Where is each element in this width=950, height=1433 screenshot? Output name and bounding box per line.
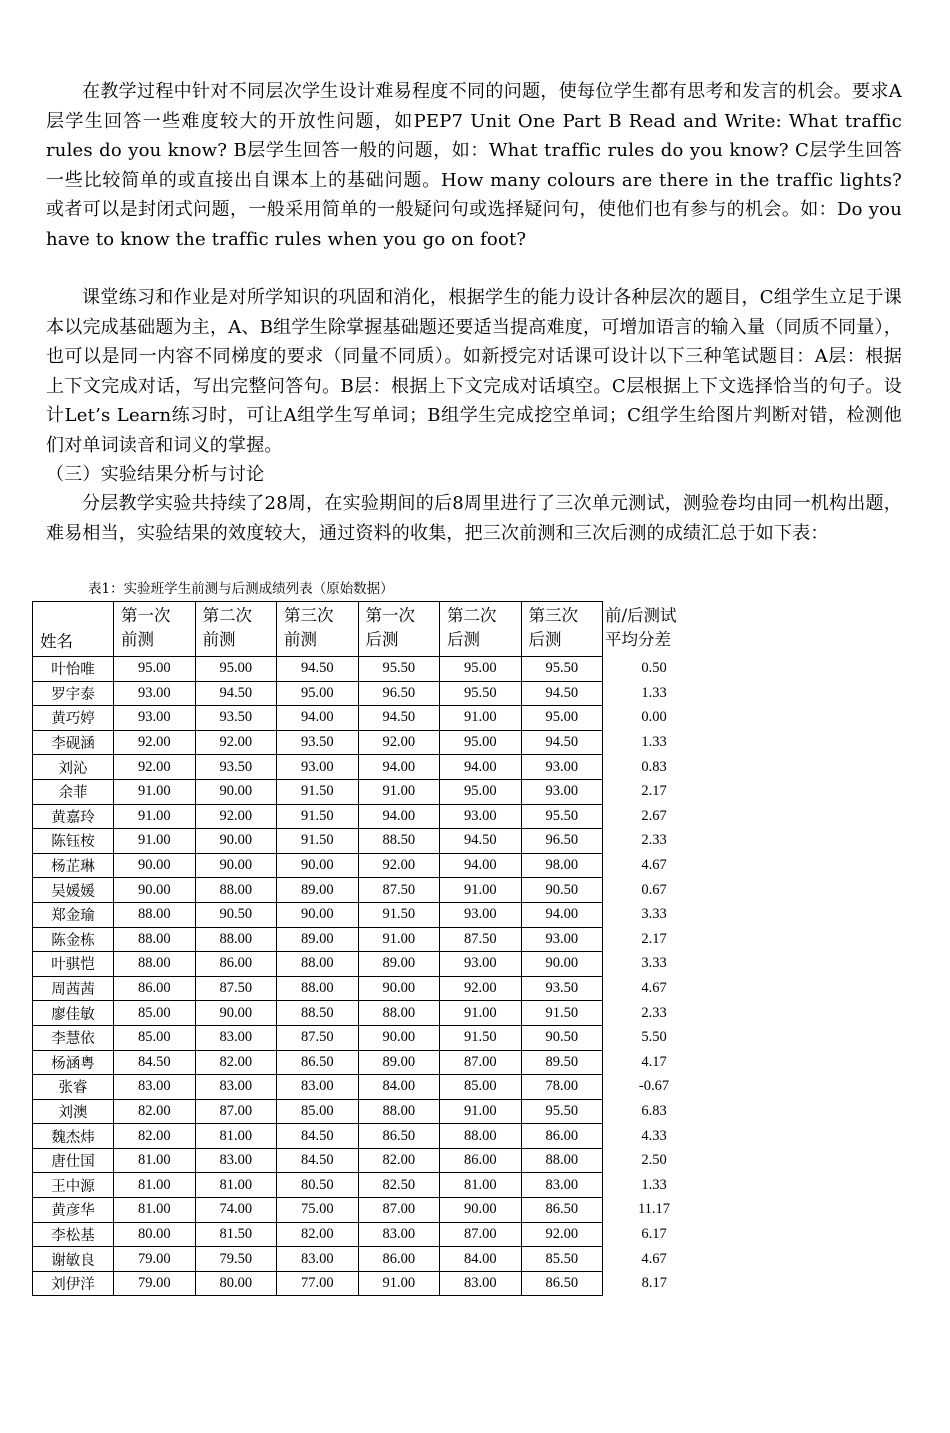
student-name: 刘沁 (33, 755, 114, 780)
pre-test-1-score: 86.00 (114, 976, 196, 1001)
table-row (33, 681, 706, 706)
average-diff: 4.33 (641, 1127, 667, 1144)
table-row (33, 779, 706, 804)
table-row (33, 706, 706, 731)
post-test-3-score: 93.00 (521, 927, 603, 952)
pre-test-3-score: 75.00 (277, 1198, 359, 1223)
header-line2: 前测 (121, 630, 154, 649)
post-test-2-score: 87.00 (440, 1050, 522, 1075)
header-name (33, 602, 114, 657)
student-name: 李松基 (33, 1222, 114, 1247)
post-test-1-score: 94.00 (358, 755, 440, 780)
pre-test-3-score: 87.50 (277, 1025, 359, 1050)
pre-test-1-score: 93.00 (114, 706, 196, 731)
post-test-3-score: 98.00 (521, 853, 603, 878)
student-name: 陈钰桉 (33, 829, 114, 854)
pre-test-3-score: 88.00 (277, 976, 359, 1001)
post-test-3-score: 90.00 (521, 952, 603, 977)
pre-test-3-score: 94.00 (277, 706, 359, 731)
post-test-1-score: 84.00 (358, 1075, 440, 1100)
pre-test-2-score: 74.00 (195, 1198, 277, 1223)
post-test-3-score: 93.50 (521, 976, 603, 1001)
pre-test-2-score: 90.00 (195, 779, 277, 804)
pre-test-2-score: 79.50 (195, 1247, 277, 1272)
pre-test-2-score: 82.00 (195, 1050, 277, 1075)
post-test-3-score: 95.50 (521, 1099, 603, 1124)
post-test-3-score: 91.50 (521, 1001, 603, 1026)
header-post-test-1 (358, 602, 440, 657)
post-test-2-score: 93.00 (440, 952, 522, 977)
post-test-1-score: 94.50 (358, 706, 440, 731)
pre-test-3-score: 77.00 (277, 1271, 359, 1296)
pre-test-1-score: 80.00 (114, 1222, 196, 1247)
post-test-2-score: 95.00 (440, 657, 522, 682)
average-diff: -0.67 (638, 1078, 670, 1095)
pre-test-3-score: 94.50 (277, 657, 359, 682)
header-line2: 后测 (447, 630, 480, 649)
pre-test-3-score: 80.50 (277, 1173, 359, 1198)
post-test-1-score: 91.00 (358, 779, 440, 804)
pre-test-2-score: 86.00 (195, 952, 277, 977)
student-name: 郑金瑜 (33, 902, 114, 927)
post-test-2-score: 95.00 (440, 779, 522, 804)
header-pre-test-3 (277, 602, 359, 657)
student-name: 廖佳敏 (33, 1001, 114, 1026)
post-test-2-score: 85.00 (440, 1075, 522, 1100)
post-test-2-score: 84.00 (440, 1247, 522, 1272)
table-row (33, 829, 706, 854)
pre-test-3-score: 91.50 (277, 779, 359, 804)
table-row (33, 1271, 706, 1296)
pre-test-2-score: 88.00 (195, 927, 277, 952)
student-name: 杨芷琳 (33, 853, 114, 878)
average-diff: 4.17 (641, 1053, 667, 1070)
student-name: 黄嘉玲 (33, 804, 114, 829)
post-test-3-score: 90.50 (521, 878, 603, 903)
student-name: 黄巧婷 (33, 706, 114, 731)
student-name: 余菲 (33, 779, 114, 804)
post-test-2-score: 94.50 (440, 829, 522, 854)
header-line2: 后测 (528, 630, 562, 649)
average-diff: 0.00 (641, 709, 667, 726)
pre-test-1-score: 91.00 (114, 804, 196, 829)
post-test-3-score: 88.00 (521, 1148, 603, 1173)
post-test-3-score: 94.50 (521, 681, 603, 706)
paragraph-exercises-homework: 课堂练习和作业是对所学知识的巩固和消化，根据学生的能力设计各种层次的题目，C组学生立足于课本以完成基础题为主，A、B组学生除掌握基础题还要适当提高难度，可增加语言的输入量（同质不同量），也可以是同一内容不同梯度的要求（同量不同质）。如新授完对话课可设计以下三种笔试题目：A层：根据上下文完成对话，写出完整问答句。B层：根据上下文完成对话填空。C层根据上下文选择恰当的句子。设计Let’s Learn练习时，可让A组学生写单词；B组学生完成挖空单词；C组学生给图片判断对错，检测他们对单词读音和词义的掌握。 (46, 287, 902, 456)
table-row (33, 1025, 706, 1050)
pre-test-2-score: 87.50 (195, 976, 277, 1001)
header-pre-test-2 (195, 602, 277, 657)
pre-test-1-score: 83.00 (114, 1075, 196, 1100)
average-diff: 1.33 (641, 684, 667, 701)
table-caption: 表1：实验班学生前测与后测成绩列表（原始数据） (88, 581, 394, 597)
pre-test-2-score: 90.00 (195, 829, 277, 854)
table-row (33, 1075, 706, 1100)
post-test-3-score: 92.00 (521, 1222, 603, 1247)
post-test-2-score: 91.50 (440, 1025, 522, 1050)
paragraph-layered-questions: 在教学过程中针对不同层次学生设计难易程度不同的问题，使每位学生都有思考和发言的机会。要求A层学生回答一些难度较大的开放性问题，如PEP7 Unit One Part B Read and Write: What traffic rules do you know? B层学生回答一般的问题，如：What traffic rules do you know? C层学生回答一些比较简单的或直接出自课本上的基础问题。How many colours are there in the traffic lights? 或者可以是封闭式问题，一般采用简单的一般疑问句或选择疑问句，使他们也有参与的机会。如：Do you have to know the traffic rules when you go on foot? (46, 81, 902, 250)
pre-test-3-score: 91.50 (277, 829, 359, 854)
post-test-3-score: 83.00 (521, 1173, 603, 1198)
student-name: 谢敏良 (33, 1247, 114, 1272)
pre-test-3-score: 90.00 (277, 902, 359, 927)
student-name: 黄彦华 (33, 1198, 114, 1223)
pre-test-3-score: 83.00 (277, 1247, 359, 1272)
average-diff: 1.33 (641, 734, 667, 751)
table-row (33, 927, 706, 952)
section-heading: （三）实验结果分析与讨论 (46, 464, 265, 485)
student-name: 刘伊洋 (33, 1271, 114, 1296)
post-test-2-score: 91.00 (440, 1099, 522, 1124)
post-test-1-score: 88.00 (358, 1001, 440, 1026)
pre-test-1-score: 92.00 (114, 730, 196, 755)
pre-test-2-score: 93.50 (195, 706, 277, 731)
header-line1: 第二次 (202, 606, 252, 625)
student-name: 唐仕国 (33, 1148, 114, 1173)
post-test-3-score: 90.50 (521, 1025, 603, 1050)
average-diff: 2.17 (641, 783, 667, 800)
table-row (33, 1050, 706, 1075)
header-line1: 第三次 (528, 606, 578, 625)
average-diff: 1.33 (641, 1176, 667, 1193)
student-name: 吴媛媛 (33, 878, 114, 903)
post-test-1-score: 82.00 (358, 1148, 440, 1173)
student-name: 李慧依 (33, 1025, 114, 1050)
post-test-1-score: 88.00 (358, 1099, 440, 1124)
average-diff: 4.67 (641, 980, 667, 997)
pre-test-1-score: 93.00 (114, 681, 196, 706)
student-name: 叶骐恺 (33, 952, 114, 977)
table-row (33, 1001, 706, 1026)
average-diff: 2.17 (641, 930, 667, 947)
pre-test-1-score: 90.00 (114, 878, 196, 903)
post-test-2-score: 86.00 (440, 1148, 522, 1173)
table-row (33, 755, 706, 780)
post-test-3-score: 95.50 (521, 804, 603, 829)
post-test-1-score: 91.00 (358, 927, 440, 952)
table-row (33, 853, 706, 878)
paragraph-experiment-results: 分层教学实验共持续了28周，在实验期间的后8周里进行了三次单元测试，测验卷均由同一机构出题，难易相当，实验结果的效度较大，通过资料的收集，把三次前测和三次后测的成绩汇总于如下表： (46, 493, 902, 544)
post-test-1-score: 95.50 (358, 657, 440, 682)
post-test-3-score: 89.50 (521, 1050, 603, 1075)
pre-test-1-score: 90.00 (114, 853, 196, 878)
post-test-2-score: 91.00 (440, 878, 522, 903)
student-name: 张睿 (33, 1075, 114, 1100)
pre-test-3-score: 88.50 (277, 1001, 359, 1026)
pre-test-1-score: 85.00 (114, 1025, 196, 1050)
average-diff: 8.17 (641, 1275, 667, 1292)
post-test-1-score: 86.00 (358, 1247, 440, 1272)
average-diff: 5.50 (641, 1029, 667, 1046)
pre-test-3-score: 91.50 (277, 804, 359, 829)
average-diff: 6.83 (641, 1102, 667, 1119)
average-diff: 2.33 (641, 832, 667, 849)
pre-test-2-score: 93.50 (195, 755, 277, 780)
score-table (32, 601, 706, 1296)
pre-test-1-score: 92.00 (114, 755, 196, 780)
post-test-3-score: 94.00 (521, 902, 603, 927)
table-row (33, 657, 706, 682)
pre-test-1-score: 91.00 (114, 829, 196, 854)
average-diff: 4.67 (641, 857, 667, 874)
student-name: 陈金栋 (33, 927, 114, 952)
pre-test-2-score: 88.00 (195, 878, 277, 903)
post-test-1-score: 88.50 (358, 829, 440, 854)
header-name-text: 姓名 (40, 632, 73, 651)
post-test-2-score: 93.00 (440, 804, 522, 829)
table-row (33, 1222, 706, 1247)
student-name: 李砚涵 (33, 730, 114, 755)
student-name: 罗宇泰 (33, 681, 114, 706)
average-diff: 2.50 (641, 1152, 667, 1169)
pre-test-1-score: 79.00 (114, 1271, 196, 1296)
pre-test-2-score: 83.00 (195, 1025, 277, 1050)
pre-test-3-score: 84.50 (277, 1148, 359, 1173)
pre-test-2-score: 90.50 (195, 902, 277, 927)
pre-test-3-score: 90.00 (277, 853, 359, 878)
post-test-1-score: 92.00 (358, 853, 440, 878)
student-name: 王中源 (33, 1173, 114, 1198)
average-diff: 2.33 (641, 1004, 667, 1021)
post-test-2-score: 88.00 (440, 1124, 522, 1149)
pre-test-1-score: 88.00 (114, 902, 196, 927)
pre-test-2-score: 81.00 (195, 1173, 277, 1198)
header-line2: 前测 (284, 630, 317, 649)
pre-test-2-score: 92.00 (195, 730, 277, 755)
post-test-3-score: 86.50 (521, 1198, 603, 1223)
table-row (33, 1124, 706, 1149)
average-diff: 2.67 (641, 807, 667, 824)
header-line2: 平均分差 (605, 629, 671, 649)
header-line1: 第一次 (121, 606, 171, 625)
table-row (33, 804, 706, 829)
pre-test-1-score: 88.00 (114, 952, 196, 977)
header-line1: 第一次 (365, 606, 415, 625)
pre-test-2-score: 81.00 (195, 1124, 277, 1149)
pre-test-2-score: 90.00 (195, 1001, 277, 1026)
post-test-3-score: 95.50 (521, 657, 603, 682)
student-name: 魏杰炜 (33, 1124, 114, 1149)
post-test-1-score: 83.00 (358, 1222, 440, 1247)
pre-test-3-score: 89.00 (277, 878, 359, 903)
table-row (33, 878, 706, 903)
pre-test-1-score: 81.00 (114, 1173, 196, 1198)
post-test-1-score: 86.50 (358, 1124, 440, 1149)
pre-test-1-score: 81.00 (114, 1198, 196, 1223)
pre-test-2-score: 94.50 (195, 681, 277, 706)
post-test-3-score: 86.50 (521, 1271, 603, 1296)
student-name: 叶怡唯 (33, 657, 114, 682)
post-test-2-score: 91.00 (440, 1001, 522, 1026)
post-test-2-score: 87.00 (440, 1222, 522, 1247)
post-test-1-score: 89.00 (358, 1050, 440, 1075)
table-row (33, 730, 706, 755)
table-row (33, 1198, 706, 1223)
average-diff: 3.33 (641, 955, 667, 972)
post-test-3-score: 93.00 (521, 755, 603, 780)
post-test-3-score: 93.00 (521, 779, 603, 804)
average-diff: 3.33 (641, 906, 667, 923)
post-test-2-score: 95.50 (440, 681, 522, 706)
student-name: 周茜茜 (33, 976, 114, 1001)
pre-test-1-score: 79.00 (114, 1247, 196, 1272)
student-name: 杨涵粤 (33, 1050, 114, 1075)
pre-test-3-score: 93.00 (277, 755, 359, 780)
pre-test-3-score: 83.00 (277, 1075, 359, 1100)
post-test-2-score: 95.00 (440, 730, 522, 755)
post-test-3-score: 78.00 (521, 1075, 603, 1100)
pre-test-2-score: 83.00 (195, 1148, 277, 1173)
pre-test-2-score: 80.00 (195, 1271, 277, 1296)
pre-test-2-score: 95.00 (195, 657, 277, 682)
post-test-1-score: 92.00 (358, 730, 440, 755)
table-row (33, 1247, 706, 1272)
post-test-3-score: 95.00 (521, 706, 603, 731)
pre-test-1-score: 81.00 (114, 1148, 196, 1173)
pre-test-1-score: 85.00 (114, 1001, 196, 1026)
post-test-1-score: 82.50 (358, 1173, 440, 1198)
post-test-1-score: 90.00 (358, 1025, 440, 1050)
table-row (33, 952, 706, 977)
header-line1: 第二次 (447, 606, 497, 625)
post-test-2-score: 93.00 (440, 902, 522, 927)
average-diff: 4.67 (641, 1250, 667, 1267)
student-name: 刘澳 (33, 1099, 114, 1124)
post-test-3-score: 96.50 (521, 829, 603, 854)
post-test-3-score: 94.50 (521, 730, 603, 755)
header-pre-test-1 (114, 602, 196, 657)
header-line1: 前/后测试 (605, 605, 677, 625)
average-diff: 6.17 (641, 1225, 667, 1242)
pre-test-3-score: 95.00 (277, 681, 359, 706)
pre-test-1-score: 82.00 (114, 1099, 196, 1124)
pre-test-3-score: 93.50 (277, 730, 359, 755)
post-test-2-score: 83.00 (440, 1271, 522, 1296)
pre-test-2-score: 90.00 (195, 853, 277, 878)
pre-test-3-score: 89.00 (277, 927, 359, 952)
average-diff: 0.67 (641, 881, 667, 898)
post-test-1-score: 91.00 (358, 1271, 440, 1296)
post-test-2-score: 91.00 (440, 706, 522, 731)
table-body (33, 657, 706, 1296)
pre-test-1-score: 82.00 (114, 1124, 196, 1149)
post-test-3-score: 86.00 (521, 1124, 603, 1149)
post-test-1-score: 89.00 (358, 952, 440, 977)
header-post-test-3 (521, 602, 603, 657)
average-diff: 0.50 (641, 660, 667, 677)
post-test-2-score: 92.00 (440, 976, 522, 1001)
pre-test-2-score: 83.00 (195, 1075, 277, 1100)
pre-test-2-score: 81.50 (195, 1222, 277, 1247)
pre-test-3-score: 85.00 (277, 1099, 359, 1124)
header-post-test-2 (440, 602, 522, 657)
table-row (33, 1148, 706, 1173)
table-row (33, 976, 706, 1001)
table-row (33, 1099, 706, 1124)
post-test-1-score: 94.00 (358, 804, 440, 829)
pre-test-2-score: 92.00 (195, 804, 277, 829)
post-test-2-score: 94.00 (440, 853, 522, 878)
post-test-1-score: 91.50 (358, 902, 440, 927)
pre-test-3-score: 82.00 (277, 1222, 359, 1247)
pre-test-3-score: 84.50 (277, 1124, 359, 1149)
pre-test-2-score: 87.00 (195, 1099, 277, 1124)
header-line2: 前测 (202, 630, 236, 649)
pre-test-3-score: 86.50 (277, 1050, 359, 1075)
header-line1: 第三次 (284, 606, 334, 625)
post-test-2-score: 81.00 (440, 1173, 522, 1198)
pre-test-3-score: 88.00 (277, 952, 359, 977)
post-test-1-score: 87.00 (358, 1198, 440, 1223)
average-diff: 11.17 (637, 1201, 671, 1218)
pre-test-1-score: 88.00 (114, 927, 196, 952)
pre-test-1-score: 91.00 (114, 779, 196, 804)
post-test-1-score: 90.00 (358, 976, 440, 1001)
table-row (33, 902, 706, 927)
post-test-2-score: 87.50 (440, 927, 522, 952)
pre-test-1-score: 84.50 (114, 1050, 196, 1075)
table-row (33, 1173, 706, 1198)
average-diff: 0.83 (641, 758, 667, 775)
post-test-2-score: 94.00 (440, 755, 522, 780)
header-average-diff (603, 602, 706, 657)
pre-test-1-score: 95.00 (114, 657, 196, 682)
header-line2: 后测 (365, 630, 399, 649)
post-test-1-score: 87.50 (358, 878, 440, 903)
post-test-1-score: 96.50 (358, 681, 440, 706)
table-header-row (33, 602, 706, 657)
post-test-2-score: 90.00 (440, 1198, 522, 1223)
post-test-3-score: 85.50 (521, 1247, 603, 1272)
